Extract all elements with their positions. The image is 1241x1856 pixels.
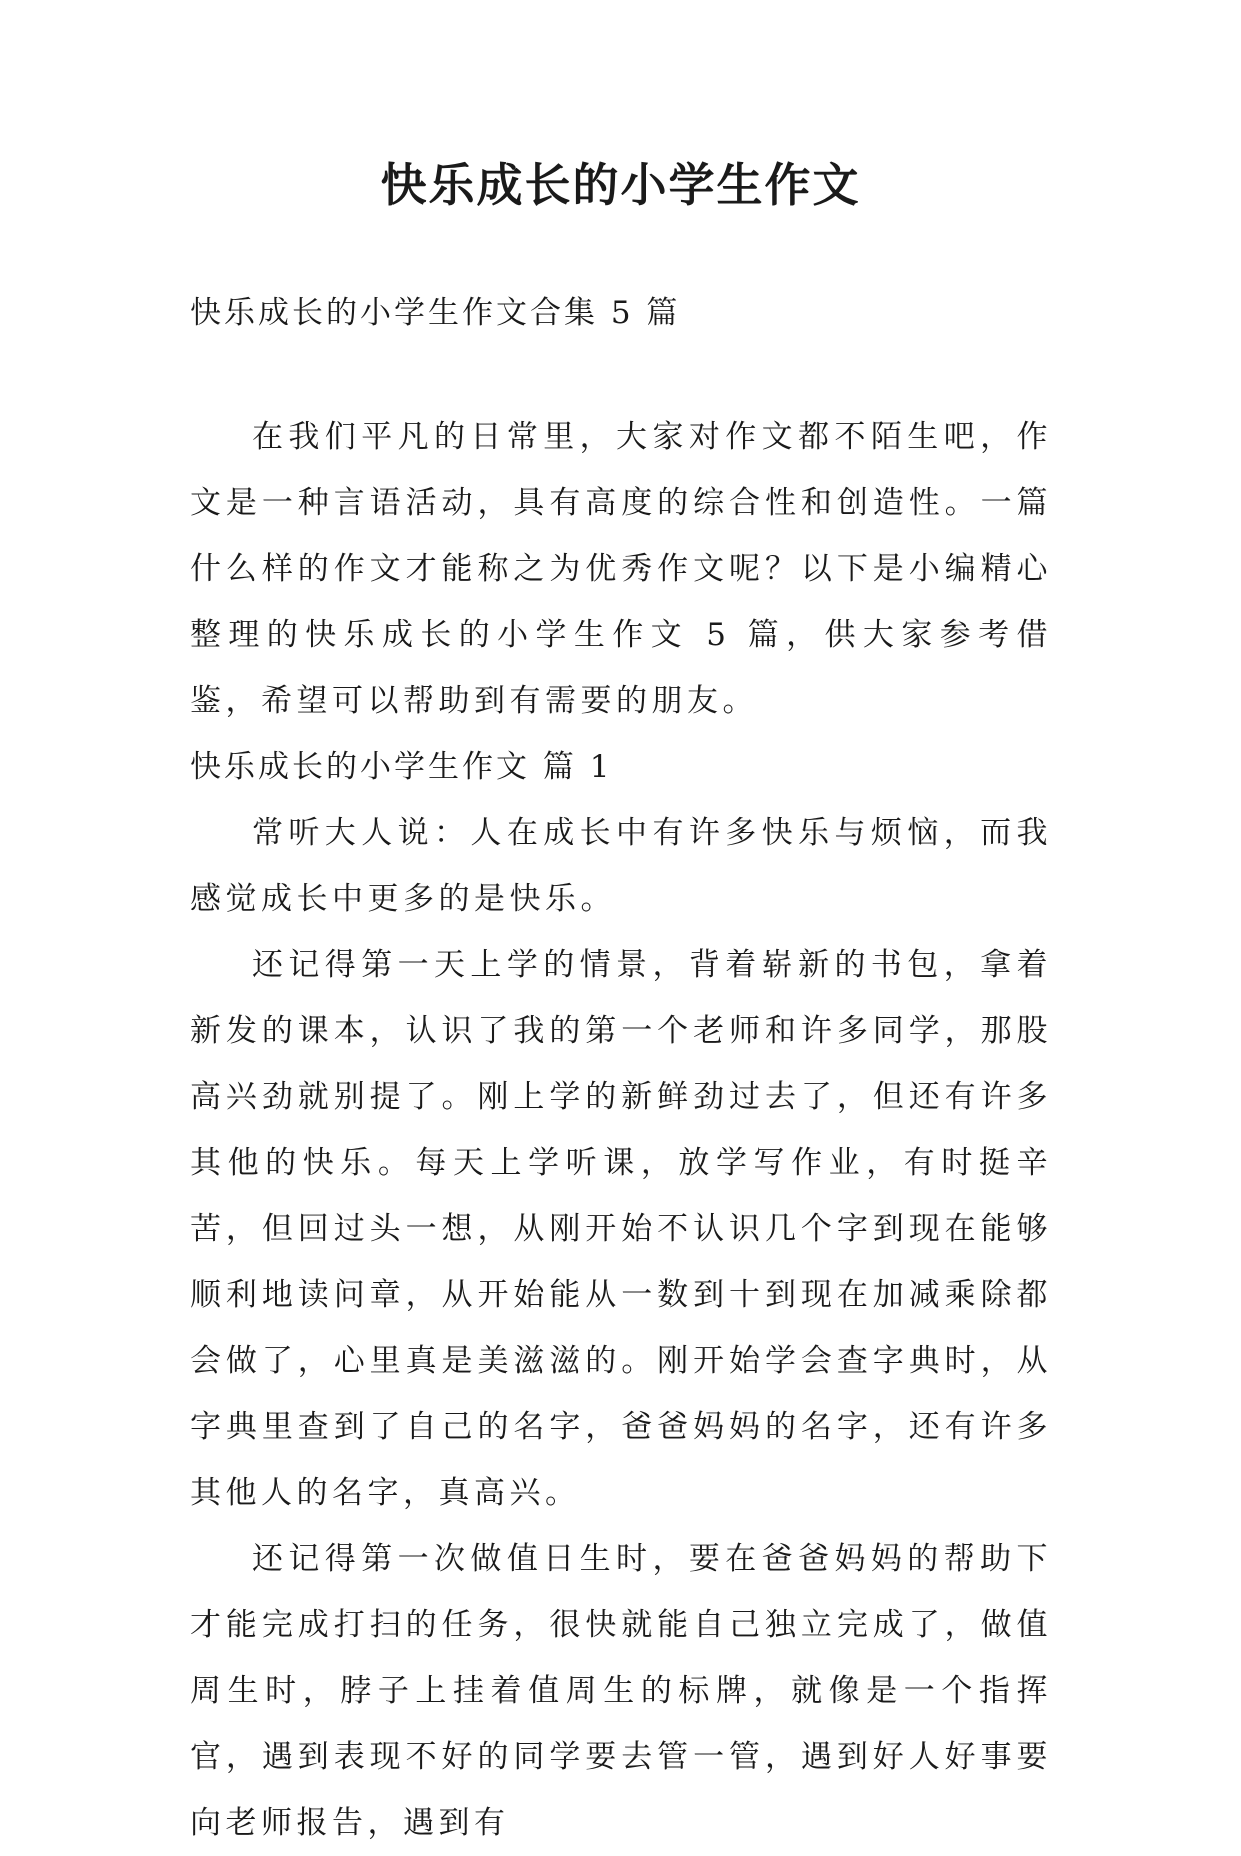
body-paragraph: 还记得第一天上学的情景，背着崭新的书包，拿着新发的课本，认识了我的第一个老师和许多同学，那股高兴劲就别提了。刚上学的新鲜劲过去了，但还有许多其他的快乐。每天上学听课，放学写作业，有时挺辛苦，但回过头一想，从刚开始不认识几个字到现在能够顺利地读问章，从开始能从一数到十到现在加减乘除都会做了，心里真是美滋滋的。刚开始学会查字典时，从字典里查到了自己的名字，爸爸妈妈的名字，还有许多其他人的名字，真高兴。	[190, 947, 1052, 1511]
document-subtitle: 快乐成长的小学生作文合集 5 篇	[190, 295, 681, 331]
document-title: 快乐成长的小学生作文	[380, 158, 861, 212]
section-heading: 快乐成长的小学生作文 篇 1	[190, 749, 613, 785]
document-body	[190, 404, 1052, 1856]
body-paragraph: 还记得第一次做值日生时，要在爸爸妈妈的帮助下才能完成打扫的任务，很快就能自己独立完成了，做值周生时，脖子上挂着值周生的标牌，就像是一个指挥官，遇到表现不好的同学要去管一管，遇到好人好事要向老师报告，遇到有	[190, 1541, 1052, 1841]
body-paragraph: 常听大人说：人在成长中有许多快乐与烦恼，而我感觉成长中更多的是快乐。	[190, 815, 1052, 917]
intro-paragraph: 在我们平凡的日常里，大家对作文都不陌生吧，作文是一种言语活动，具有高度的综合性和创造性。一篇什么样的作文才能称之为优秀作文呢？以下是小编精心整理的快乐成长的小学生作文 5 篇，供大家参考借鉴，希望可以帮助到有需要的朋友。	[190, 419, 1052, 719]
